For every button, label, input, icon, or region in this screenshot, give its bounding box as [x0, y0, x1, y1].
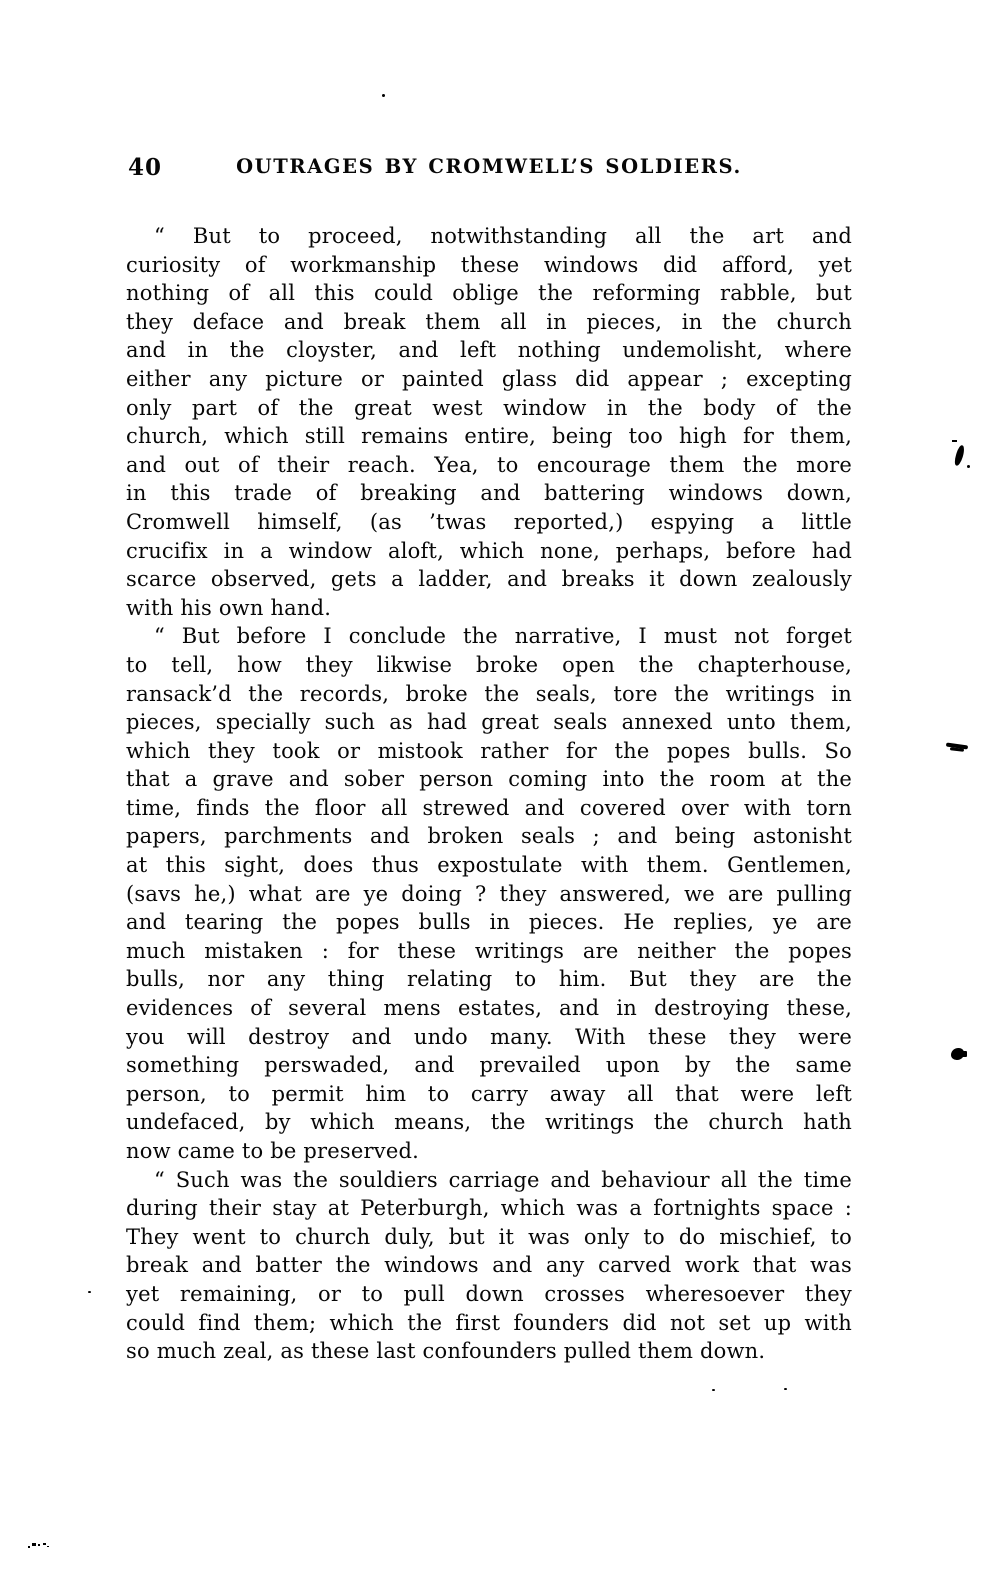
bottom-left-scribble: [47, 1546, 49, 1547]
text-line: they deface and break them all in pieces, in the church: [126, 309, 852, 334]
text-line: you will destroy and undo many. With these they were: [126, 1024, 852, 1049]
margin-ink-stroke: [967, 465, 970, 468]
text-line: church, which still remains entire, being too high for them,: [126, 424, 852, 449]
margin-ink-stroke: [953, 444, 966, 466]
text-line: undefaced, by which means, the writings the church hath: [126, 1110, 852, 1135]
text-line: “ But before I conclude the narrative, I must not forget: [154, 624, 852, 649]
text-line: Cromwell himself, (as ’twas reported,) espying a little: [126, 509, 852, 534]
speck-below-text-1: [712, 1389, 715, 1391]
text-line: break and batter the windows and any carved work that was: [126, 1253, 852, 1278]
running-header: [126, 154, 852, 184]
bottom-left-scribble: [43, 1543, 46, 1545]
page-number: 40: [128, 154, 163, 181]
text-line: They went to church duly, but it was only to do mischief, to: [126, 1224, 852, 1249]
text-line: ransack’d the records, broke the seals, tore the writings in: [126, 681, 852, 706]
text-line: time, finds the floor all strewed and covered over with torn: [126, 795, 852, 820]
text-line: papers, parchments and broken seals ; and being astonisht: [126, 824, 852, 849]
text-line: which they took or mistook rather for the popes bulls. So: [126, 738, 852, 763]
text-line: curiosity of workmanship these windows did afford, yet: [126, 252, 852, 277]
speck-below-text-2: [784, 1388, 787, 1390]
text-line: that a grave and sober person coming into the room at the: [126, 767, 852, 792]
paragraph: [126, 1166, 852, 1366]
running-header-title: OUTRAGES BY CROMWELL’S SOLDIERS.: [236, 155, 742, 178]
text-line: scarce observed, gets a ladder, and breaks it down zealously: [126, 567, 852, 592]
text-line: “ Such was the souldiers carriage and behaviour all the time: [154, 1167, 852, 1192]
text-line: and in the cloyster, and left nothing undemolisht, where: [126, 338, 852, 363]
text-line: and tearing the popes bulls in pieces. He replies, ye are: [126, 910, 852, 935]
text-line: either any picture or painted glass did appear ; excepting: [126, 366, 852, 391]
text-line: with his own hand.: [126, 595, 332, 620]
text-line: at this sight, does thus expostulate with them. Gentlemen,: [126, 853, 852, 878]
text-line: in this trade of breaking and battering windows down,: [126, 481, 852, 506]
margin-ink-dash: [950, 747, 964, 751]
text-line: now came to be preserved.: [126, 1139, 419, 1163]
text-line: bulls, nor any thing relating to him. But they are the: [126, 967, 852, 992]
text-line: crucifix in a window aloft, which none, perhaps, before had: [126, 538, 852, 563]
speck-top: [382, 94, 385, 97]
bottom-left-scribble: [28, 1546, 30, 1548]
text-line: person, to permit him to carry away all that were left: [126, 1081, 852, 1106]
text-line: something perswaded, and prevailed upon by the same: [126, 1053, 852, 1078]
text-line: so much zeal, as these last confounders pulled them down.: [126, 1339, 766, 1364]
text-line: only part of the great west window in the body of the: [126, 395, 852, 420]
text-line: during their stay at Peterburgh, which was a fortnights space :: [126, 1196, 852, 1221]
paragraph: [126, 622, 852, 1165]
text-line: to tell, how they likwise broke open the chapterhouse,: [126, 652, 852, 677]
bottom-left-scribble: [32, 1543, 36, 1546]
text-line: and out of their reach. Yea, to encourage them the more: [126, 452, 852, 477]
text-line: “ But to proceed, notwithstanding all the art and: [154, 224, 852, 248]
paragraph: [126, 222, 852, 622]
speck-left-margin: [88, 1291, 91, 1293]
text-line: (savs he,) what are ye doing ? they answered, we are pulling: [126, 881, 852, 906]
text-line: nothing of all this could oblige the reforming rabble, but: [126, 281, 852, 306]
page-body: [126, 222, 852, 1366]
bottom-left-scribble: [38, 1544, 40, 1546]
text-line: much mistaken : for these writings are neither the popes: [126, 938, 852, 963]
margin-ink-stroke: [952, 440, 957, 442]
text-line: pieces, specially such as had great seals annexed unto them,: [126, 710, 852, 735]
margin-ink-blob: [961, 1051, 967, 1057]
text-line: yet remaining, or to pull down crosses wheresoever they: [126, 1281, 852, 1306]
text-line: could find them; which the first founders did not set up with: [126, 1310, 852, 1335]
text-line: evidences of several mens estates, and in destroying these,: [126, 996, 852, 1021]
